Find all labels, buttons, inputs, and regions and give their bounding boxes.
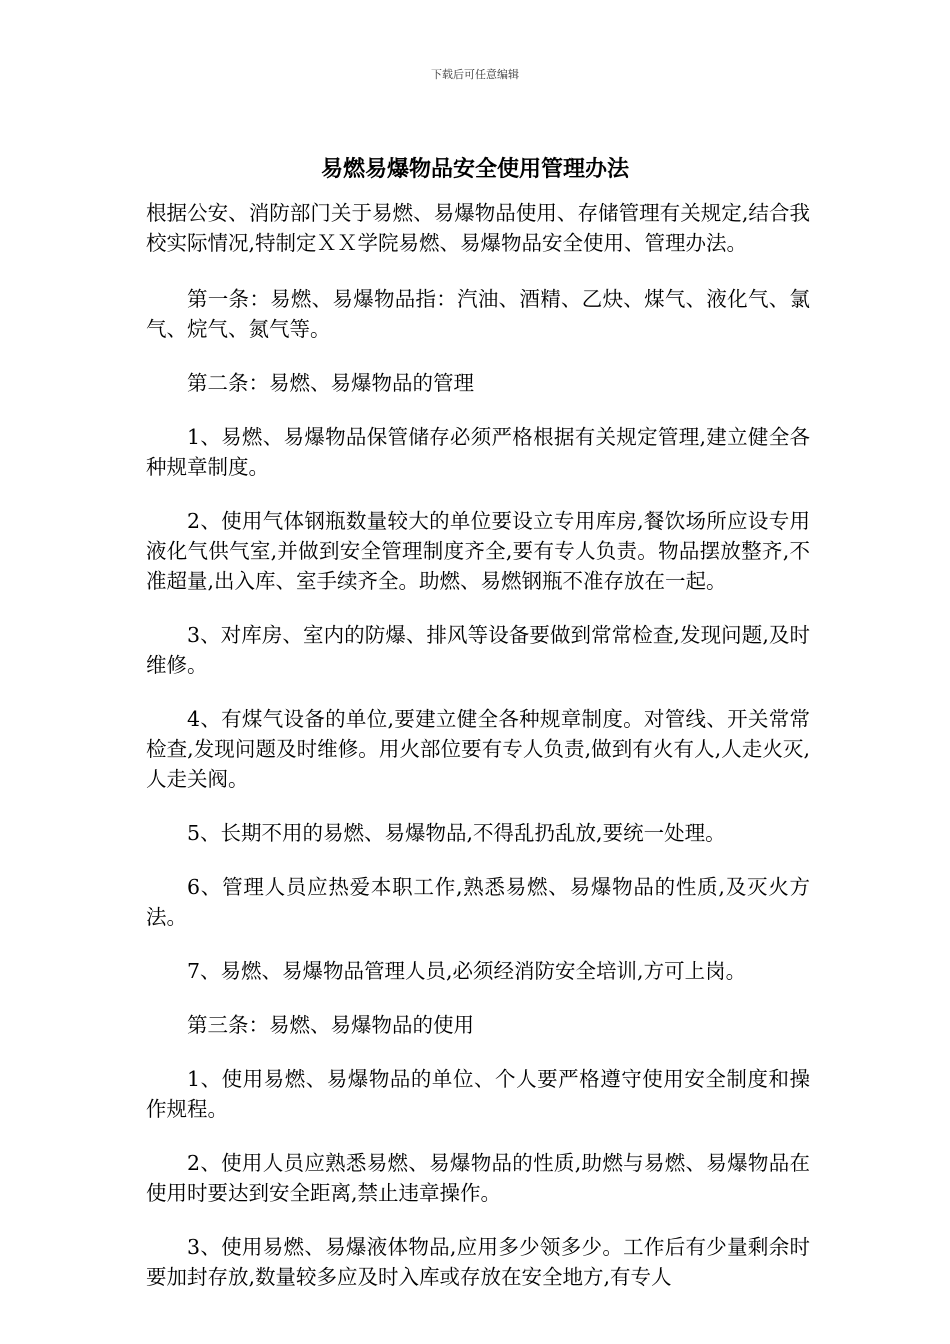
article-3-item-1: 1、使用易燃、易爆物品的单位、个人要严格遵守使用安全制度和操作规程。: [146, 1067, 810, 1121]
article-2-item-3: 3、对库房、室内的防爆、排风等设备要做到常常检查,发现问题,及时维修。: [146, 623, 810, 677]
article-2-item-1: 1、易燃、易爆物品保管储存必须严格根据有关规定管理,建立健全各种规章制度。: [146, 425, 810, 479]
article-2-item-4: 4、有煤气设备的单位,要建立健全各种规章制度。对管线、开关常常检查,发现问题及时维修。用火部位要有专人负责,做到有火有人,人走火灭,人走关阀。: [146, 707, 810, 791]
article-1-paragraph: 第一条：易燃、易爆物品指：汽油、酒精、乙炔、煤气、液化气、氯气、烷气、氮气等。: [146, 287, 810, 341]
article-2-item-5: 5、长期不用的易燃、易爆物品,不得乱扔乱放,要统一处理。: [187, 821, 726, 845]
article-2-item-7: 7、易燃、易爆物品管理人员,必须经消防安全培训,方可上岗。: [187, 959, 747, 983]
article-2-item-2: 2、使用气体钢瓶数量较大的单位要设立专用库房,餐饮场所应设专用液化气供气室,并做到安全管理制度齐全,要有专人负责。物品摆放整齐,不准超量,出入库、室手续齐全。助燃、易燃钢瓶不准存放在一起。: [146, 509, 810, 593]
article-3-heading: 第三条：易燃、易爆物品的使用: [187, 1013, 474, 1037]
header-note: 下载后可任意编辑: [431, 68, 519, 81]
document-title: 易燃易爆物品安全使用管理办法: [320, 156, 629, 182]
document-body: [146, 198, 810, 1316]
article-2-item-6: 6、管理人员应热爱本职工作,熟悉易燃、易爆物品的性质,及灭火方法。: [146, 875, 810, 929]
intro-paragraph: 根据公安、消防部门关于易燃、易爆物品使用、存储管理有关规定,结合我校实际情况,特制定ＸＸ学院易燃、易爆物品安全使用、管理办法。: [146, 201, 810, 255]
article-3-item-3: 3、使用易燃、易爆液体物品,应用多少领多少。工作后有少量剩余时要加封存放,数量较多应及时入库或存放在安全地方,有专人: [146, 1235, 810, 1289]
article-3-item-2: 2、使用人员应熟悉易燃、易爆物品的性质,助燃与易燃、易爆物品在使用时要达到安全距离,禁止违章操作。: [146, 1151, 810, 1205]
article-2-heading: 第二条：易燃、易爆物品的管理: [187, 371, 474, 395]
